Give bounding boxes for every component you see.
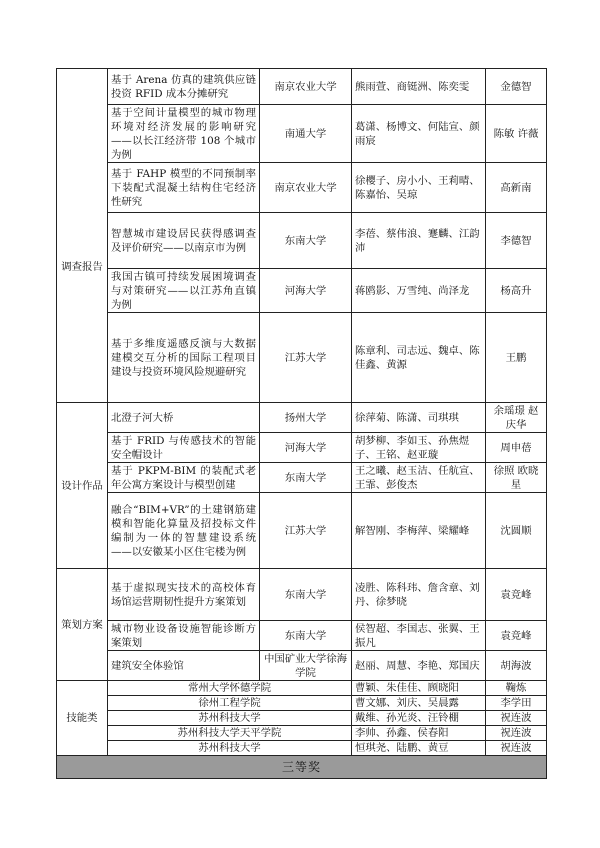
entry-title: 基于空间计量模型的城市物理环境对经济发展的影响研究——以长江经济带 108 个城市为例 <box>108 105 260 163</box>
entry-authors: 胡梦柳、李如玉、孙焦煜子、王铭、赵亚璇 <box>352 433 486 463</box>
entry-authors: 赵丽、周慧、李艳、郑国庆 <box>352 651 486 681</box>
entry-school: 南京农业大学 <box>260 163 352 213</box>
entry-school: 常州大学怀德学院 <box>108 681 352 696</box>
entry-mentor: 沈圆顺 <box>486 493 547 569</box>
entry-title: 基于 FAHP 模型的不同预制率下装配式混凝土结构住宅经济性研究 <box>108 163 260 213</box>
table-row <box>57 696 547 711</box>
entry-school: 河海大学 <box>260 433 352 463</box>
table-row <box>57 269 547 313</box>
entry-mentor: 李德智 <box>486 213 547 269</box>
awards-table <box>56 68 547 779</box>
award-row <box>57 756 547 779</box>
entry-authors: 恒琪尧、陆鹏、黄豆 <box>352 741 486 756</box>
table-row <box>57 213 547 269</box>
category-cell: 技能类 <box>57 681 108 756</box>
entry-mentor: 祝连波 <box>486 726 547 741</box>
entry-title: 基于 FRID 与传感技术的智能安全帽设计 <box>108 433 260 463</box>
entry-school: 江苏大学 <box>260 493 352 569</box>
entry-authors: 解智刚、李梅萍、梁耀峰 <box>352 493 486 569</box>
entry-title: 城市物业设备设施智能诊断方案策划 <box>108 621 260 651</box>
awards-table-body <box>57 69 547 779</box>
entry-school: 中国矿业大学徐海学院 <box>260 651 352 681</box>
entry-authors: 葛潇、杨博文、何陆宣、颜雨宸 <box>352 105 486 163</box>
table-row <box>57 163 547 213</box>
entry-authors: 李帅、孙鑫、侯春阳 <box>352 726 486 741</box>
entry-school: 南京农业大学 <box>260 69 352 105</box>
entry-authors: 徐萍菊、陈潇、司琪琪 <box>352 403 486 433</box>
entry-authors: 曹文娜、刘庆、吴晨露 <box>352 696 486 711</box>
entry-authors: 李蓓、蔡伟浪、蹇麟、江韵沛 <box>352 213 486 269</box>
entry-school: 东南大学 <box>260 213 352 269</box>
entry-title: 智慧城市建设居民获得感调查及评价研究——以南京市为例 <box>108 213 260 269</box>
entry-authors: 曹颖、朱佳佳、顾晓阳 <box>352 681 486 696</box>
category-cell: 调查报告 <box>57 69 108 403</box>
entry-school: 扬州大学 <box>260 403 352 433</box>
entry-school: 南通大学 <box>260 105 352 163</box>
table-row <box>57 313 547 403</box>
category-cell: 设计作品 <box>57 403 108 569</box>
entry-school: 苏州科技大学天平学院 <box>108 726 352 741</box>
table-row <box>57 621 547 651</box>
table-row <box>57 711 547 726</box>
table-row <box>57 569 547 621</box>
entry-mentor: 王鹏 <box>486 313 547 403</box>
entry-mentor: 祝连波 <box>486 711 547 726</box>
entry-mentor: 高新南 <box>486 163 547 213</box>
table-row <box>57 403 547 433</box>
entry-mentor: 周申蓓 <box>486 433 547 463</box>
entry-authors: 蒋鸥影、万雪纯、尚泽龙 <box>352 269 486 313</box>
entry-title: 基于 PKPM-BIM 的装配式老年公寓方案设计与模型创建 <box>108 463 260 493</box>
table-row <box>57 69 547 105</box>
entry-mentor: 金德智 <box>486 69 547 105</box>
entry-school: 东南大学 <box>260 569 352 621</box>
entry-mentor: 杨高升 <box>486 269 547 313</box>
table-row <box>57 105 547 163</box>
entry-school: 东南大学 <box>260 621 352 651</box>
entry-school: 苏州科技大学 <box>108 711 352 726</box>
entry-title: 融合“BIM+VR”的土建钢筋建模和智能化算量及招投标文件编制为一体的智慧建设系统——以安徽某小区住宅楼为例 <box>108 493 260 569</box>
entry-authors: 戴维、孙光炎、汪铃棚 <box>352 711 486 726</box>
entry-authors: 侯智超、李国志、张翼、王振凡 <box>352 621 486 651</box>
table-row <box>57 681 547 696</box>
table-row <box>57 726 547 741</box>
entry-school: 徐州工程学院 <box>108 696 352 711</box>
entry-authors: 陈章利、司志远、魏卓、陈佳鑫、黄源 <box>352 313 486 403</box>
entry-mentor: 胡海波 <box>486 651 547 681</box>
entry-title: 基于虚拟现实技术的高校体育场馆运营期韧性提升方案策划 <box>108 569 260 621</box>
entry-mentor: 鞠炼 <box>486 681 547 696</box>
table-row <box>57 651 547 681</box>
table-row <box>57 741 547 756</box>
table-row <box>57 493 547 569</box>
entry-title: 基于 Arena 仿真的建筑供应链投资 RFID 成本分摊研究 <box>108 69 260 105</box>
entry-mentor: 陈敏 许薇 <box>486 105 547 163</box>
entry-title: 我国古镇可持续发展困境调查与对策研究——以江苏角直镇为例 <box>108 269 260 313</box>
entry-title: 建筑安全体验馆 <box>108 651 260 681</box>
entry-school: 苏州科技大学 <box>108 741 352 756</box>
table-row <box>57 433 547 463</box>
entry-school: 江苏大学 <box>260 313 352 403</box>
entry-authors: 王之曦、赵玉洁、任航宣、王霏、彭俊杰 <box>352 463 486 493</box>
entry-mentor: 袁竞峰 <box>486 621 547 651</box>
entry-authors: 熊雨萱、商铤洲、陈奕雯 <box>352 69 486 105</box>
entry-authors: 凌胜、陈科玮、詹含章、刘丹、徐梦晓 <box>352 569 486 621</box>
table-row <box>57 463 547 493</box>
entry-mentor: 李学田 <box>486 696 547 711</box>
entry-title: 北澄子河大桥 <box>108 403 260 433</box>
entry-authors: 徐樱子、房小小、王莉晴、陈嘉怡、吴琼 <box>352 163 486 213</box>
entry-mentor: 袁竞峰 <box>486 569 547 621</box>
entry-mentor: 祝连波 <box>486 741 547 756</box>
entry-school: 河海大学 <box>260 269 352 313</box>
entry-title: 基于多维度遥感反演与大数据建模交互分析的国际工程项目建设与投资环境风险规避研究 <box>108 313 260 403</box>
entry-school: 东南大学 <box>260 463 352 493</box>
entry-mentor: 余瑶璟 赵庆华 <box>486 403 547 433</box>
entry-mentor: 徐照 欧晓星 <box>486 463 547 493</box>
award-heading: 三等奖 <box>57 756 547 779</box>
category-cell: 策划方案 <box>57 569 108 681</box>
